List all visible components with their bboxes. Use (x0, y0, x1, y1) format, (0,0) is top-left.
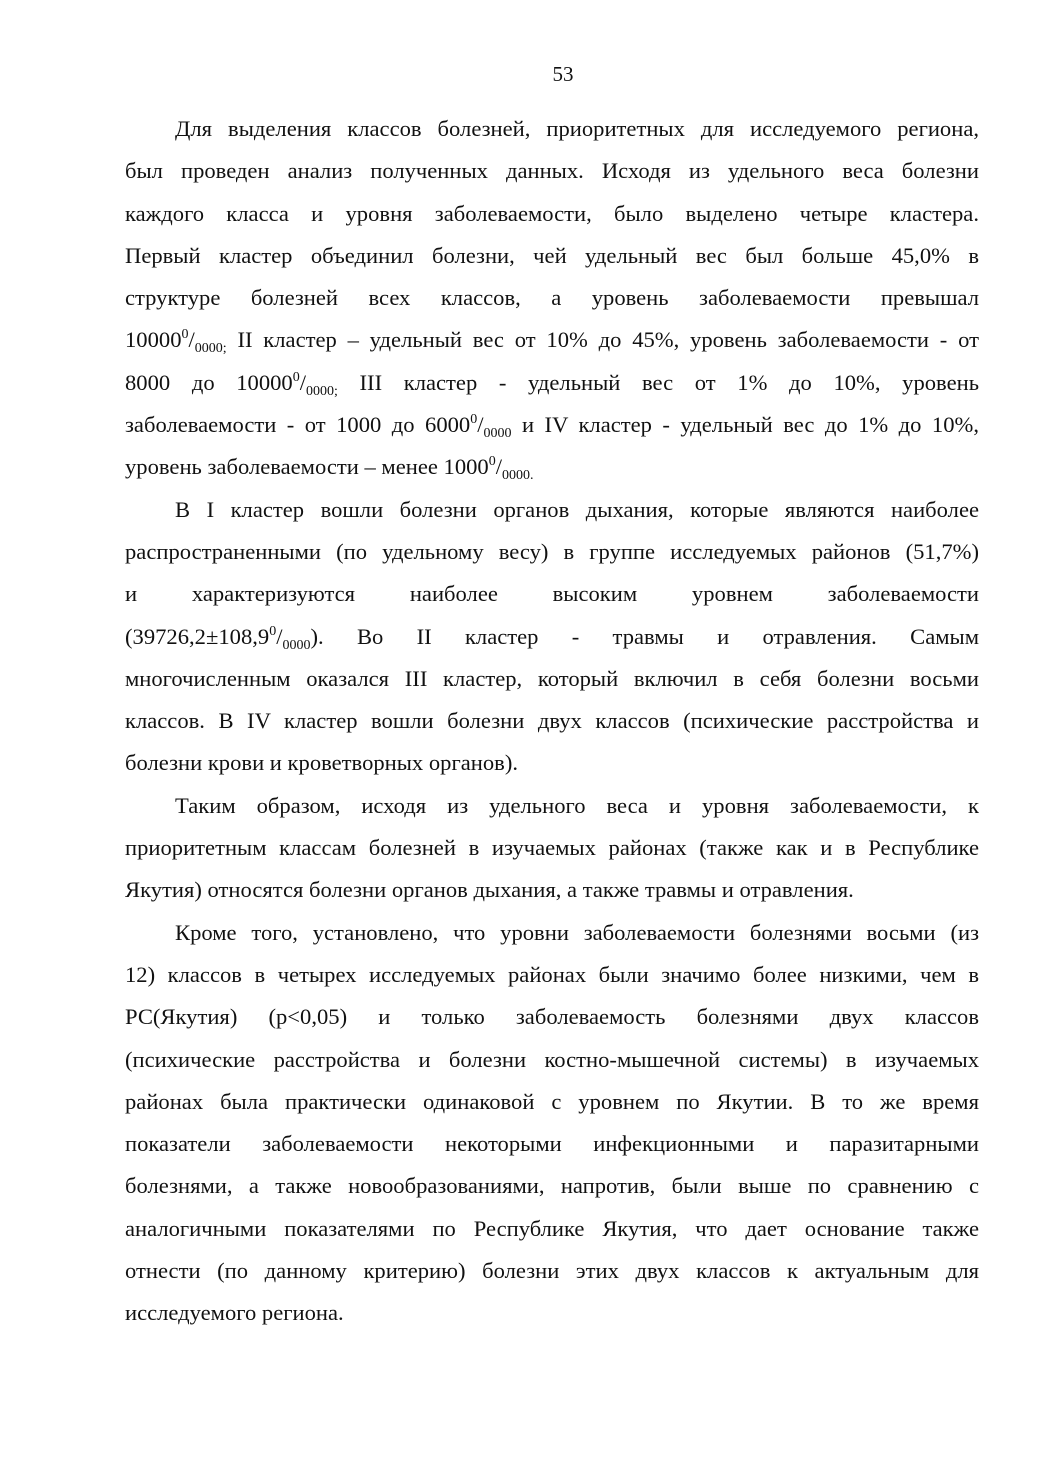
text-line: В I кластер вошли болезни органов дыхания, которые являются наиболее (175, 496, 979, 522)
text-fragment: уровень заболеваемости – менее 1000 (125, 454, 489, 480)
paragraph-1 (125, 108, 979, 489)
text-fragment: / (495, 454, 503, 480)
text-line: каждого класса и уровня заболеваемости, было выделено четыре кластера. (125, 200, 979, 226)
subscript: 0000; (194, 341, 227, 357)
text-line: Таким образом, исходя из удельного веса и уровня заболеваемости, к (175, 792, 979, 818)
text-line: классов. В IV кластер вошли болезни двух классов (психические расстройства и (125, 708, 979, 734)
subscript: 0000. (502, 468, 534, 484)
text-fragment: заболеваемости - от 1000 до 6000 (125, 412, 471, 438)
text-line: болезнями, а также новообразованиями, напротив, были выше по сравнению с (125, 1173, 979, 1199)
text-line: Якутия) относятся болезни органов дыхания, а также травмы и отравления. (125, 877, 854, 903)
text-line: (психические расстройства и болезни костно-мышечной системы) в изучаемых (125, 1046, 979, 1072)
superscript: 0 (470, 412, 478, 428)
text-fragment: III кластер - удельный вес от 1% до 10%, уровень (337, 369, 979, 395)
text-line: районах была практически одинаковой с уровнем по Якутии. В то же время (125, 1088, 979, 1114)
paragraph-3 (125, 785, 979, 912)
text-line: распространенными (по удельному весу) в группе исследуемых районов (51,7%) (125, 538, 979, 564)
text-line: структуре болезней всех классов, а уровень заболеваемости превышал (125, 285, 979, 311)
text-fragment: (39726,2±108,9 (125, 623, 270, 649)
text-fragment: и IV кластер - удельный вес до 1% до 10%, (511, 412, 979, 438)
text-line: Первый кластер объединил болезни, чей удельный вес был больше 45,0% в (125, 242, 979, 268)
text-line: исследуемого региона. (125, 1300, 344, 1326)
text-fragment: / (276, 623, 283, 649)
page-number: 53 (552, 62, 574, 86)
text-line: отнести (по данному критерию) болезни этих двух классов к актуальным для (125, 1258, 979, 1284)
text-line (125, 362, 979, 404)
text-line: и характеризуются наиболее высоким уровнем заболеваемости (125, 581, 979, 607)
text-line: РС(Якутия) (р<0,05) и только заболеваемость болезнями двух классов (125, 1004, 979, 1030)
text-fragment: / (477, 412, 484, 438)
superscript: 0 (488, 454, 496, 470)
text-line: Кроме того, установлено, что уровни заболеваемости болезнями восьми (из (175, 919, 979, 945)
text-line (125, 319, 979, 361)
superscript: 0 (292, 369, 300, 385)
text-fragment: / (299, 369, 307, 395)
paragraph-2 (125, 489, 979, 785)
text-line (125, 616, 979, 658)
text-fragment: II кластер – удельный вес от 10% до 45%, уровень заболеваемости - от (226, 327, 979, 353)
text-line: болезни крови и кроветворных органов). (125, 750, 518, 776)
text-line (125, 404, 979, 446)
subscript: 0000 (483, 426, 512, 442)
text-line: аналогичными показателями по Республике Якутия, что дает основание также (125, 1215, 979, 1241)
text-line: приоритетным классам болезней в изучаемых районах (также как и в Республике (125, 835, 979, 861)
text-fragment: / (188, 327, 195, 353)
superscript: 0 (181, 327, 189, 343)
text-line (125, 446, 979, 488)
text-line: 12) классов в четырех исследуемых районах были значимо более низкими, чем в (125, 961, 979, 987)
text-fragment: ). Во II кластер - травмы и отравления. Самым (310, 623, 979, 649)
text-line: показатели заболеваемости некоторыми инфекционными и паразитарными (125, 1131, 979, 1157)
text-line: многочисленным оказался III кластер, который включил в себя болезни восьми (125, 665, 979, 691)
text-fragment: 8000 до 10000 (125, 369, 293, 395)
subscript: 0000; (306, 383, 338, 399)
text-line: был проведен анализ полученных данных. Исходя из удельного веса болезни (125, 158, 979, 184)
body-text (125, 108, 979, 1335)
superscript: 0 (269, 623, 277, 639)
text-fragment: 10000 (125, 327, 182, 353)
subscript: 0000 (282, 637, 311, 653)
paragraph-4 (125, 912, 979, 1335)
text-line: Для выделения классов болезней, приоритетных для исследуемого региона, (175, 116, 979, 141)
